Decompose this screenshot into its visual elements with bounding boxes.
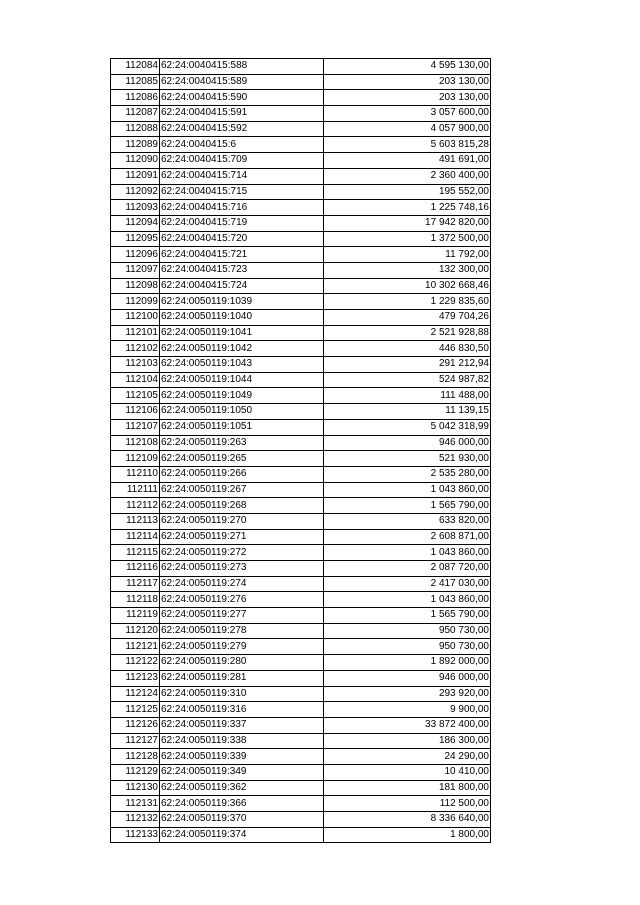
cadastral-number-cell: 62:24:0040415:715	[160, 184, 324, 200]
table-row	[111, 733, 491, 749]
row-number-cell: 112085	[111, 74, 160, 90]
table-row	[111, 278, 491, 294]
table-row	[111, 59, 491, 75]
table-row	[111, 184, 491, 200]
row-number-cell: 112130	[111, 780, 160, 796]
row-number-cell: 112107	[111, 419, 160, 435]
cadastral-value-cell: 203 130,00	[324, 90, 491, 106]
table-row	[111, 780, 491, 796]
table-row	[111, 168, 491, 184]
cadastral-value-cell: 181 800,00	[324, 780, 491, 796]
cadastral-number-cell: 62:24:0040415:590	[160, 90, 324, 106]
cadastral-value-cell: 186 300,00	[324, 733, 491, 749]
cadastral-number-cell: 62:24:0040415:720	[160, 231, 324, 247]
cadastral-value-cell: 521 930,00	[324, 451, 491, 467]
table-row	[111, 247, 491, 263]
table-row	[111, 153, 491, 169]
cadastral-number-cell: 62:24:0040415:592	[160, 121, 324, 137]
cadastral-number-cell: 62:24:0040415:719	[160, 215, 324, 231]
cadastral-number-cell: 62:24:0050119:1042	[160, 341, 324, 357]
row-number-cell: 112090	[111, 153, 160, 169]
table-row	[111, 608, 491, 624]
row-number-cell: 112114	[111, 529, 160, 545]
cadastral-number-cell: 62:24:0040415:723	[160, 262, 324, 278]
row-number-cell: 112097	[111, 262, 160, 278]
table-row	[111, 576, 491, 592]
cadastral-value-cell: 1 043 860,00	[324, 592, 491, 608]
row-number-cell: 112092	[111, 184, 160, 200]
row-number-cell: 112128	[111, 749, 160, 765]
table-row	[111, 294, 491, 310]
row-number-cell: 112105	[111, 388, 160, 404]
cadastral-value-cell: 9 900,00	[324, 702, 491, 718]
table-row	[111, 623, 491, 639]
cadastral-value-cell: 132 300,00	[324, 262, 491, 278]
row-number-cell: 112096	[111, 247, 160, 263]
cadastral-value-cell: 11 139,15	[324, 404, 491, 420]
cadastral-number-cell: 62:24:0050119:271	[160, 529, 324, 545]
cadastral-number-cell: 62:24:0050119:273	[160, 561, 324, 577]
table-body	[111, 59, 491, 843]
row-number-cell: 112098	[111, 278, 160, 294]
row-number-cell: 112115	[111, 545, 160, 561]
row-number-cell: 112110	[111, 466, 160, 482]
table-row	[111, 419, 491, 435]
table-row	[111, 325, 491, 341]
table-row	[111, 466, 491, 482]
cadastral-value-cell: 293 920,00	[324, 686, 491, 702]
row-number-cell: 112104	[111, 372, 160, 388]
row-number-cell: 112084	[111, 59, 160, 75]
table-row	[111, 262, 491, 278]
cadastral-number-cell: 62:24:0040415:716	[160, 200, 324, 216]
cadastral-value-cell: 195 552,00	[324, 184, 491, 200]
cadastral-number-cell: 62:24:0050119:1040	[160, 310, 324, 326]
row-number-cell: 112112	[111, 498, 160, 514]
row-number-cell: 112133	[111, 827, 160, 843]
row-number-cell: 112093	[111, 200, 160, 216]
cadastral-number-cell: 62:24:0050119:374	[160, 827, 324, 843]
cadastral-value-cell: 524 987,82	[324, 372, 491, 388]
cadastral-value-cell: 112 500,00	[324, 796, 491, 812]
table-row	[111, 529, 491, 545]
cadastral-number-cell: 62:24:0050119:279	[160, 639, 324, 655]
table-row	[111, 106, 491, 122]
row-number-cell: 112091	[111, 168, 160, 184]
row-number-cell: 112109	[111, 451, 160, 467]
cadastral-number-cell: 62:24:0050119:281	[160, 670, 324, 686]
cadastral-value-cell: 11 792,00	[324, 247, 491, 263]
table-row	[111, 372, 491, 388]
cadastral-number-cell: 62:24:0040415:724	[160, 278, 324, 294]
table-row	[111, 310, 491, 326]
cadastral-value-cell: 10 410,00	[324, 764, 491, 780]
cadastral-value-cell: 111 488,00	[324, 388, 491, 404]
cadastral-number-cell: 62:24:0050119:278	[160, 623, 324, 639]
table-row	[111, 74, 491, 90]
row-number-cell: 112120	[111, 623, 160, 639]
cadastral-value-cell: 1 225 748,16	[324, 200, 491, 216]
cadastral-number-cell: 62:24:0050119:266	[160, 466, 324, 482]
table-row	[111, 404, 491, 420]
table-row	[111, 215, 491, 231]
row-number-cell: 112132	[111, 812, 160, 828]
cadastral-value-cell: 2 087 720,00	[324, 561, 491, 577]
cadastral-number-cell: 62:24:0050119:338	[160, 733, 324, 749]
cadastral-number-cell: 62:24:0050119:316	[160, 702, 324, 718]
row-number-cell: 112094	[111, 215, 160, 231]
cadastral-number-cell: 62:24:0050119:1043	[160, 357, 324, 373]
row-number-cell: 112123	[111, 670, 160, 686]
cadastral-number-cell: 62:24:0050119:1041	[160, 325, 324, 341]
cadastral-value-cell: 2 360 400,00	[324, 168, 491, 184]
row-number-cell: 112111	[111, 482, 160, 498]
cadastral-value-cell: 1 892 000,00	[324, 655, 491, 671]
row-number-cell: 112122	[111, 655, 160, 671]
cadastral-number-cell: 62:24:0050119:267	[160, 482, 324, 498]
cadastral-number-cell: 62:24:0050119:276	[160, 592, 324, 608]
table-row	[111, 796, 491, 812]
cadastral-number-cell: 62:24:0050119:277	[160, 608, 324, 624]
row-number-cell: 112086	[111, 90, 160, 106]
cadastral-number-cell: 62:24:0040415:6	[160, 137, 324, 153]
cadastral-number-cell: 62:24:0050119:310	[160, 686, 324, 702]
cadastral-number-cell: 62:24:0040415:588	[160, 59, 324, 75]
cadastral-number-cell: 62:24:0050119:337	[160, 717, 324, 733]
row-number-cell: 112126	[111, 717, 160, 733]
cadastral-value-cell: 1 800,00	[324, 827, 491, 843]
row-number-cell: 112088	[111, 121, 160, 137]
cadastral-number-cell: 62:24:0040415:709	[160, 153, 324, 169]
cadastral-number-cell: 62:24:0050119:265	[160, 451, 324, 467]
table-row	[111, 545, 491, 561]
table-row	[111, 827, 491, 843]
cadastral-value-cell: 291 212,94	[324, 357, 491, 373]
table-row	[111, 137, 491, 153]
cadastral-value-cell: 479 704,26	[324, 310, 491, 326]
cadastral-value-cell: 17 942 820,00	[324, 215, 491, 231]
table-row	[111, 451, 491, 467]
cadastral-number-cell: 62:24:0040415:721	[160, 247, 324, 263]
cadastral-value-cell: 1 229 835,60	[324, 294, 491, 310]
table-row	[111, 592, 491, 608]
cadastral-number-cell: 62:24:0050119:370	[160, 812, 324, 828]
cadastral-value-cell: 946 000,00	[324, 670, 491, 686]
table-row	[111, 749, 491, 765]
cadastral-number-cell: 62:24:0040415:714	[160, 168, 324, 184]
table-row	[111, 200, 491, 216]
cadastral-value-cell: 1 043 860,00	[324, 482, 491, 498]
table-row	[111, 686, 491, 702]
cadastral-value-cell: 1 565 790,00	[324, 498, 491, 514]
table-row	[111, 435, 491, 451]
row-number-cell: 112106	[111, 404, 160, 420]
row-number-cell: 112087	[111, 106, 160, 122]
cadastral-number-cell: 62:24:0050119:268	[160, 498, 324, 514]
table-row	[111, 231, 491, 247]
cadastral-number-cell: 62:24:0050119:1049	[160, 388, 324, 404]
cadastral-value-cell: 5 042 318,99	[324, 419, 491, 435]
cadastral-value-cell: 1 565 790,00	[324, 608, 491, 624]
cadastral-number-cell: 62:24:0050119:362	[160, 780, 324, 796]
table-row	[111, 812, 491, 828]
cadastral-value-cell: 8 336 640,00	[324, 812, 491, 828]
table-row	[111, 90, 491, 106]
cadastral-value-cell: 5 603 815,28	[324, 137, 491, 153]
cadastral-value-cell: 33 872 400,00	[324, 717, 491, 733]
cadastral-number-cell: 62:24:0050119:1039	[160, 294, 324, 310]
table-row	[111, 121, 491, 137]
table-row	[111, 702, 491, 718]
cadastral-value-cell: 4 595 130,00	[324, 59, 491, 75]
row-number-cell: 112118	[111, 592, 160, 608]
cadastral-value-cell: 491 691,00	[324, 153, 491, 169]
cadastral-number-cell: 62:24:0040415:591	[160, 106, 324, 122]
cadastral-number-cell: 62:24:0050119:272	[160, 545, 324, 561]
cadastral-value-cell: 950 730,00	[324, 639, 491, 655]
cadastral-value-cell: 1 372 500,00	[324, 231, 491, 247]
cadastral-value-cell: 2 608 871,00	[324, 529, 491, 545]
row-number-cell: 112102	[111, 341, 160, 357]
cadastral-value-table	[110, 58, 491, 843]
cadastral-value-cell: 3 057 600,00	[324, 106, 491, 122]
cadastral-value-cell: 2 535 280,00	[324, 466, 491, 482]
cadastral-number-cell: 62:24:0050119:270	[160, 513, 324, 529]
cadastral-number-cell: 62:24:0050119:1051	[160, 419, 324, 435]
cadastral-number-cell: 62:24:0050119:366	[160, 796, 324, 812]
row-number-cell: 112121	[111, 639, 160, 655]
row-number-cell: 112129	[111, 764, 160, 780]
table-row	[111, 639, 491, 655]
cadastral-number-cell: 62:24:0050119:1044	[160, 372, 324, 388]
cadastral-value-cell: 633 820,00	[324, 513, 491, 529]
row-number-cell: 112101	[111, 325, 160, 341]
cadastral-value-cell: 946 000,00	[324, 435, 491, 451]
cadastral-value-cell: 950 730,00	[324, 623, 491, 639]
table-row	[111, 655, 491, 671]
cadastral-value-cell: 4 057 900,00	[324, 121, 491, 137]
row-number-cell: 112116	[111, 561, 160, 577]
cadastral-value-cell: 446 830,50	[324, 341, 491, 357]
cadastral-number-cell: 62:24:0050119:280	[160, 655, 324, 671]
cadastral-number-cell: 62:24:0050119:339	[160, 749, 324, 765]
cadastral-number-cell: 62:24:0040415:589	[160, 74, 324, 90]
cadastral-number-cell: 62:24:0050119:263	[160, 435, 324, 451]
cadastral-value-cell: 1 043 860,00	[324, 545, 491, 561]
row-number-cell: 112127	[111, 733, 160, 749]
table-row	[111, 561, 491, 577]
row-number-cell: 112103	[111, 357, 160, 373]
row-number-cell: 112131	[111, 796, 160, 812]
row-number-cell: 112089	[111, 137, 160, 153]
table-row	[111, 513, 491, 529]
cadastral-value-cell: 2 417 030,00	[324, 576, 491, 592]
cadastral-number-cell: 62:24:0050119:274	[160, 576, 324, 592]
table-row	[111, 341, 491, 357]
table-row	[111, 498, 491, 514]
table-row	[111, 670, 491, 686]
table-row	[111, 717, 491, 733]
row-number-cell: 112095	[111, 231, 160, 247]
row-number-cell: 112117	[111, 576, 160, 592]
row-number-cell: 112099	[111, 294, 160, 310]
cadastral-value-cell: 203 130,00	[324, 74, 491, 90]
table-row	[111, 388, 491, 404]
table-row	[111, 357, 491, 373]
table-row	[111, 482, 491, 498]
row-number-cell: 112125	[111, 702, 160, 718]
row-number-cell: 112119	[111, 608, 160, 624]
row-number-cell: 112108	[111, 435, 160, 451]
row-number-cell: 112113	[111, 513, 160, 529]
row-number-cell: 112124	[111, 686, 160, 702]
cadastral-number-cell: 62:24:0050119:1050	[160, 404, 324, 420]
row-number-cell: 112100	[111, 310, 160, 326]
cadastral-value-cell: 10 302 668,46	[324, 278, 491, 294]
cadastral-value-cell: 24 290,00	[324, 749, 491, 765]
cadastral-value-cell: 2 521 928,88	[324, 325, 491, 341]
table-row	[111, 764, 491, 780]
cadastral-number-cell: 62:24:0050119:349	[160, 764, 324, 780]
